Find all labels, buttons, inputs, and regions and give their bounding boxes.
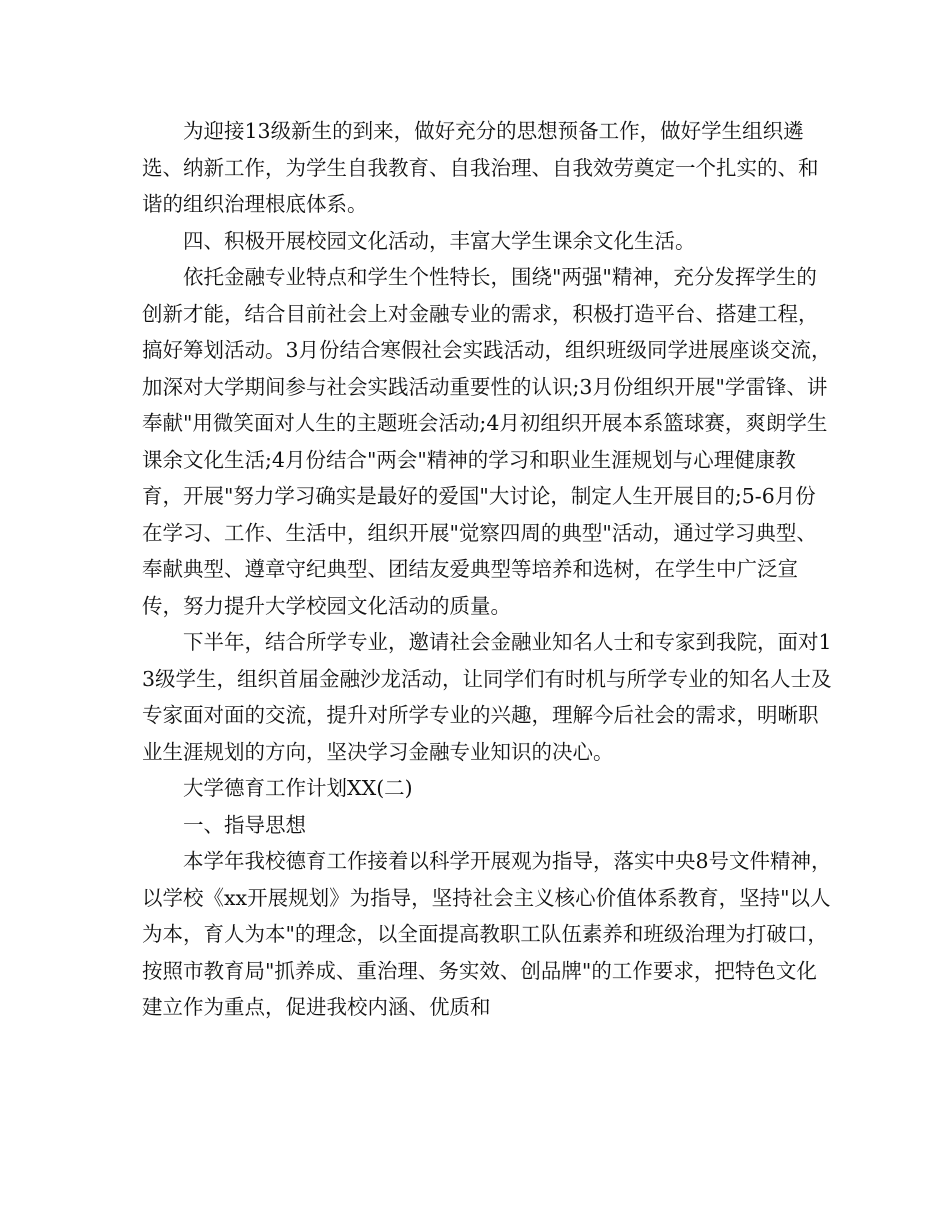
document-title-plan-two: 大学德育工作计划XX(二) [183, 776, 413, 800]
paragraph-recruitment: 为迎接13级新生的到来，做好充分的思想预备工作，做好学生组织遴选、纳新工作，为学生自我教育、自我治理、自我效劳奠定一个扎实的、和谐的组织治理根底体系。 [142, 119, 819, 216]
paragraph-activities: 依托金融专业特点和学生个性特长，围绕"两强"精神，充分发挥学生的创新才能，结合目前社会上对金融专业的需求，积极打造平台、搭建工程，搞好筹划活动。3月份结合寒假社会实践活动，组织班级同学进展座谈交流，加深对大学期间参与社会实践活动重要性的认识;3月份组织开展"学雷锋、讲奉献"用微笑面对人生的主题班会活动;4月初组织开展本系篮球赛，爽朗学生课余文化生活;4月份结合"两会"精神的学习和职业生涯规划与心理健康教育，开展"努力学习确实是最好的爱国"大讨论，制定人生开展目的;5-6月份在学习、工作、生活中，组织开展"觉察四周的典型"活动，通过学习典型、奉献典型、遵章守纪典型、团结友爱典型等培养和选树，在学生中广泛宣传，努力提升大学校园文化活动的质量。 [142, 265, 832, 618]
document-body [142, 113, 832, 1026]
section-heading-campus-culture: 四、积极开展校园文化活动，丰富大学生课余文化生活。 [183, 228, 696, 253]
section-heading-guiding-thought: 一、指导思想 [183, 812, 306, 837]
paragraph-guiding-thought: 本学年我校德育工作接着以科学开展观为指导，落实中央8号文件精神，以学校《xx开展规划》为指导，坚持社会主义核心价值体系教育，坚持"以人为本，育人为本"的理念，以全面提高教职工队伍素养和班级治理为打破口，按照市教育局"抓养成、重治理、务实效、创品牌"的工作要求，把特色文化建立作为重点，促进我校内涵、优质和 [142, 849, 832, 1019]
paragraph-second-half-year: 下半年，结合所学专业，邀请社会金融业知名人士和专家到我院，面对13级学生，组织首届金融沙龙活动，让同学们有时机与所学专业的知名人士及专家面对面的交流，提升对所学专业的兴趣，理解今后社会的需求，明晰职业生涯规划的方向，坚决学习金融专业知识的决心。 [142, 630, 832, 764]
